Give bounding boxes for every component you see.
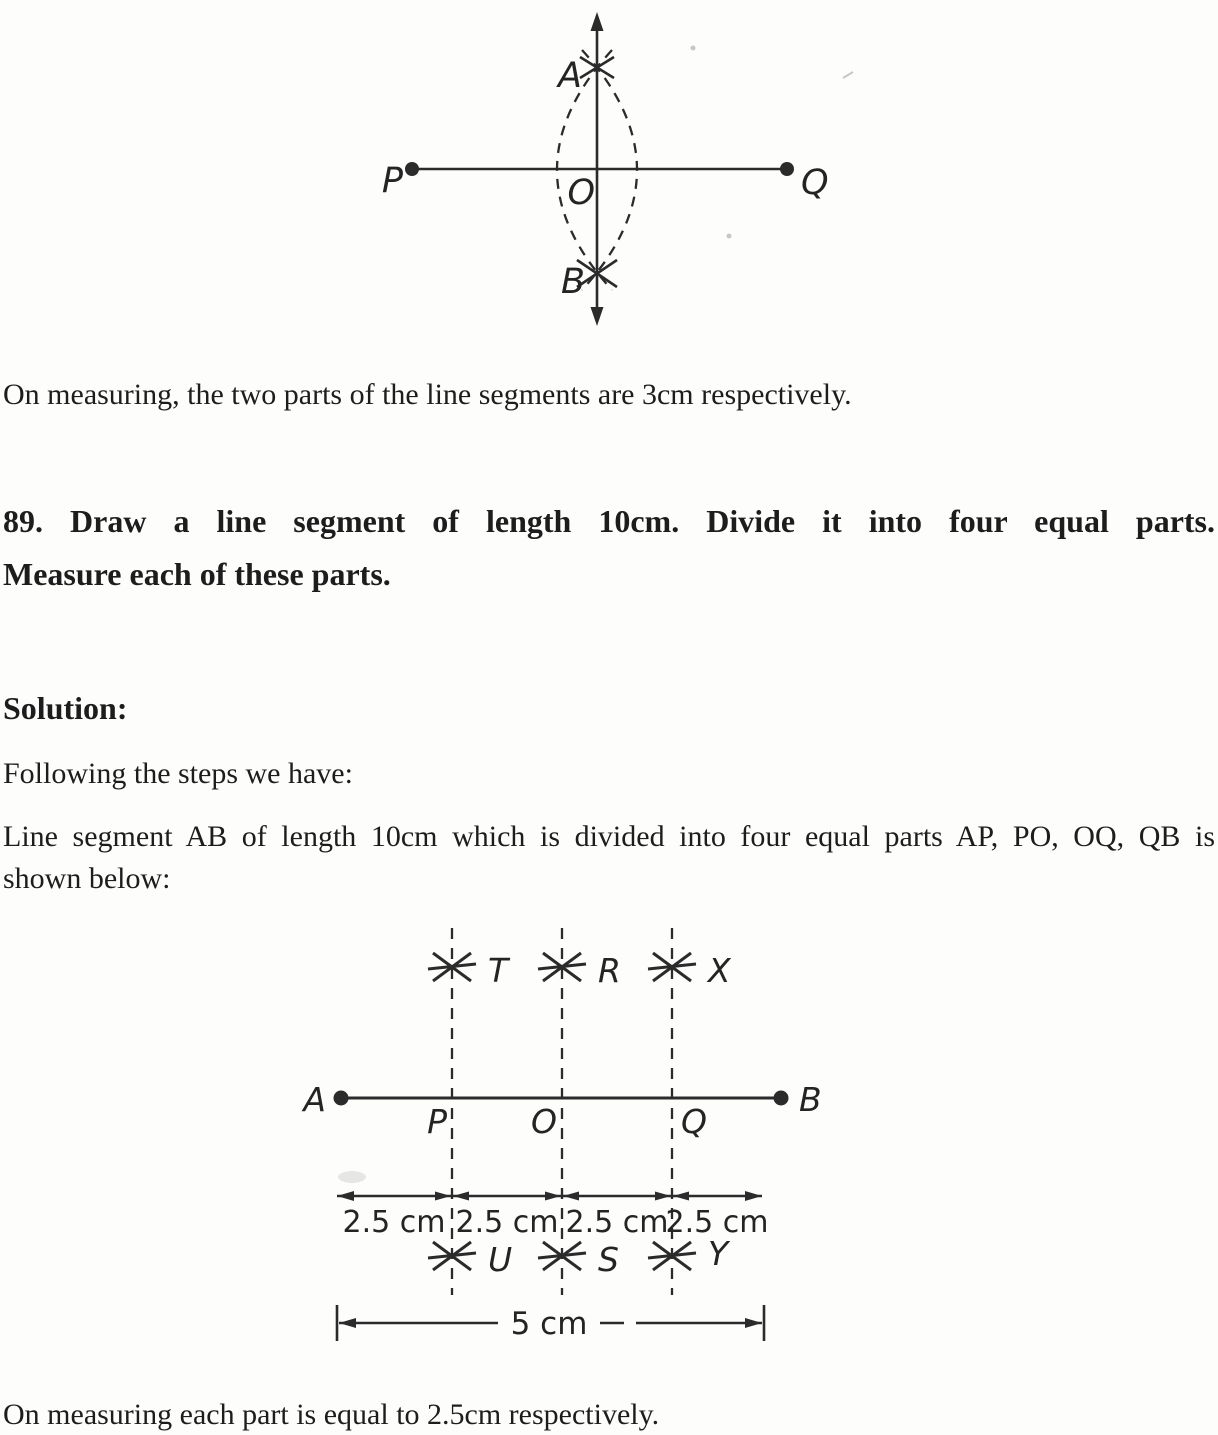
point-b-dot: [774, 1091, 789, 1106]
scan-specks: [691, 46, 854, 239]
dim-label-total: 5 cm: [510, 1306, 588, 1342]
description-line1: Line segment AB of length 10cm which is divided into four equal parts AP, PO, OQ, QB is: [3, 820, 1215, 853]
point-a-dot: [334, 1091, 349, 1106]
arrow-down-icon: [591, 307, 604, 326]
arc-marks-bottom: [428, 1242, 696, 1270]
label-y: Y: [708, 1234, 729, 1273]
label-r: R: [598, 951, 621, 990]
label-s: S: [598, 1240, 619, 1279]
question-heading-line1: 89. Draw a line segment of length 10cm. Divide it into four equal parts.: [3, 503, 1215, 539]
label-q: Q: [801, 163, 829, 203]
following-steps-paragraph: Following the steps we have:: [3, 757, 353, 790]
label-p: P: [381, 161, 403, 201]
question-heading-line2: Measure each of these parts.: [3, 556, 391, 592]
label-b2: B: [799, 1080, 822, 1119]
dim-label-3: 2.5 cm: [565, 1205, 669, 1240]
arrow-up-icon: [591, 12, 604, 31]
scan-smudge: [338, 1171, 366, 1183]
label-a: A: [558, 56, 582, 96]
dim-label-1: 2.5 cm: [342, 1205, 446, 1240]
point-q-dot: [780, 162, 794, 176]
label-x: X: [708, 951, 731, 990]
measurement-note-paragraph: On measuring, the two parts of the line segments are 3cm respectively.: [3, 378, 852, 411]
conclusion-paragraph: On measuring each part is equal to 2.5cm respectively.: [3, 1398, 660, 1431]
label-o2: O: [531, 1102, 557, 1141]
dim-label-4: 2.5 cm: [665, 1205, 769, 1240]
dim-label-2: 2.5 cm: [455, 1205, 559, 1240]
description-line2: shown below:: [3, 862, 171, 895]
solution-heading: Solution:: [3, 690, 128, 726]
perpendicular-bisector-figure: [0, 0, 1218, 362]
point-p-dot: [405, 162, 419, 176]
label-p2: P: [427, 1102, 447, 1141]
label-u: U: [488, 1240, 513, 1279]
label-a2: A: [303, 1080, 326, 1119]
label-o: O: [567, 173, 595, 213]
label-q2: Q: [681, 1102, 707, 1141]
label-b: B: [560, 262, 585, 302]
label-t: T: [488, 951, 509, 990]
dimension-chain: [337, 1191, 762, 1201]
segment-division-figure: [0, 905, 1218, 1355]
